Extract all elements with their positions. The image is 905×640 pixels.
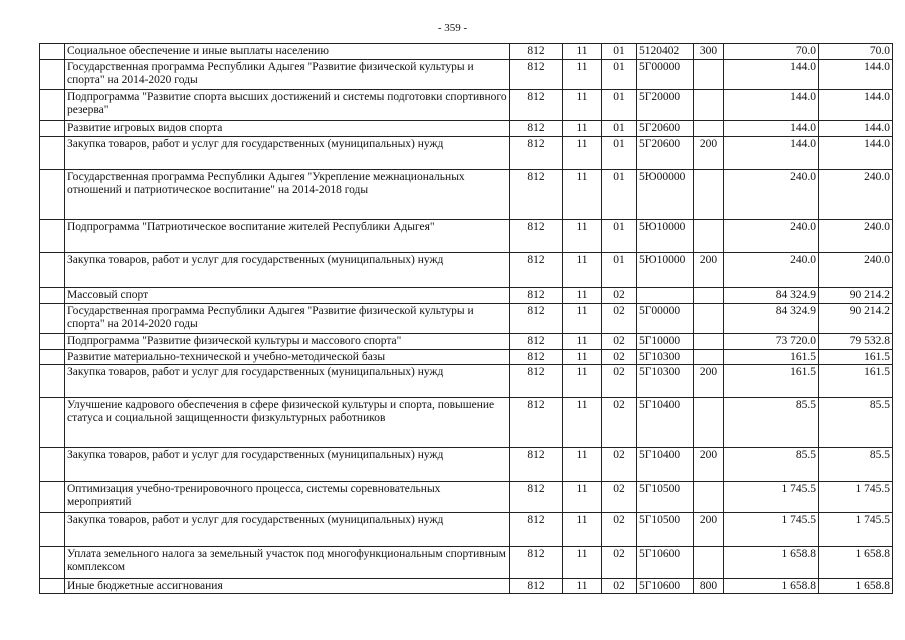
row-vr: 200 bbox=[694, 513, 724, 547]
table-row bbox=[40, 253, 893, 288]
table-row bbox=[40, 350, 893, 365]
row-vr bbox=[694, 121, 724, 137]
row-vr bbox=[694, 482, 724, 513]
row-rz: 11 bbox=[563, 334, 602, 350]
row-sum-2: 144.0 bbox=[819, 137, 893, 170]
table-row bbox=[40, 90, 893, 121]
row-pr: 01 bbox=[602, 60, 637, 90]
row-rz: 11 bbox=[563, 288, 602, 304]
row-vr bbox=[694, 220, 724, 253]
table-row bbox=[40, 365, 893, 398]
row-blank-cell bbox=[40, 350, 65, 365]
row-blank-cell bbox=[40, 44, 65, 60]
row-pr: 02 bbox=[602, 365, 637, 398]
row-name: Закупка товаров, работ и услуг для государственных (муниципальных) нужд bbox=[65, 253, 510, 288]
row-sum-1: 1 658.8 bbox=[724, 579, 819, 594]
row-csr: 5Г00000 bbox=[637, 304, 694, 334]
budget-table-body bbox=[40, 44, 893, 594]
row-vr bbox=[694, 170, 724, 220]
row-name: Закупка товаров, работ и услуг для государственных (муниципальных) нужд bbox=[65, 513, 510, 547]
row-name: Иные бюджетные ассигнования bbox=[65, 579, 510, 594]
row-vr: 200 bbox=[694, 448, 724, 482]
row-ved: 812 bbox=[510, 448, 563, 482]
row-sum-2: 79 532.8 bbox=[819, 334, 893, 350]
table-row bbox=[40, 137, 893, 170]
row-ved: 812 bbox=[510, 304, 563, 334]
row-sum-2: 240.0 bbox=[819, 253, 893, 288]
row-sum-1: 144.0 bbox=[724, 60, 819, 90]
table-row bbox=[40, 334, 893, 350]
row-sum-1: 70.0 bbox=[724, 44, 819, 60]
row-pr: 02 bbox=[602, 334, 637, 350]
row-blank-cell bbox=[40, 579, 65, 594]
table-row bbox=[40, 513, 893, 547]
row-sum-1: 240.0 bbox=[724, 220, 819, 253]
row-rz: 11 bbox=[563, 137, 602, 170]
row-csr: 5Г20600 bbox=[637, 121, 694, 137]
row-name: Государственная программа Республики Адыгея "Развитие физической культуры и спорта" на 2014-2020 годы bbox=[65, 60, 510, 90]
row-sum-1: 144.0 bbox=[724, 121, 819, 137]
row-blank-cell bbox=[40, 547, 65, 579]
row-ved: 812 bbox=[510, 350, 563, 365]
row-csr: 5Г10000 bbox=[637, 334, 694, 350]
row-csr: 5Г10300 bbox=[637, 350, 694, 365]
row-csr: 5Г10400 bbox=[637, 448, 694, 482]
row-sum-1: 240.0 bbox=[724, 170, 819, 220]
row-csr bbox=[637, 288, 694, 304]
row-pr: 02 bbox=[602, 547, 637, 579]
row-blank-cell bbox=[40, 220, 65, 253]
row-blank-cell bbox=[40, 170, 65, 220]
row-rz: 11 bbox=[563, 90, 602, 121]
row-blank-cell bbox=[40, 513, 65, 547]
row-rz: 11 bbox=[563, 579, 602, 594]
row-ved: 812 bbox=[510, 288, 563, 304]
row-pr: 02 bbox=[602, 513, 637, 547]
row-sum-1: 1 658.8 bbox=[724, 547, 819, 579]
row-name: Социальное обеспечение и иные выплаты населению bbox=[65, 44, 510, 60]
row-ved: 812 bbox=[510, 513, 563, 547]
table-row bbox=[40, 288, 893, 304]
row-ved: 812 bbox=[510, 60, 563, 90]
row-pr: 01 bbox=[602, 170, 637, 220]
row-csr: 5Ю10000 bbox=[637, 220, 694, 253]
row-pr: 02 bbox=[602, 350, 637, 365]
row-blank-cell bbox=[40, 334, 65, 350]
row-vr bbox=[694, 90, 724, 121]
row-blank-cell bbox=[40, 253, 65, 288]
row-blank-cell bbox=[40, 398, 65, 448]
row-vr bbox=[694, 334, 724, 350]
row-sum-1: 85.5 bbox=[724, 398, 819, 448]
row-name: Закупка товаров, работ и услуг для государственных (муниципальных) нужд bbox=[65, 365, 510, 398]
row-sum-1: 84 324.9 bbox=[724, 304, 819, 334]
row-sum-1: 240.0 bbox=[724, 253, 819, 288]
row-sum-2: 85.5 bbox=[819, 398, 893, 448]
row-name: Закупка товаров, работ и услуг для государственных (муниципальных) нужд bbox=[65, 448, 510, 482]
row-pr: 01 bbox=[602, 121, 637, 137]
row-rz: 11 bbox=[563, 547, 602, 579]
row-csr: 5Г10500 bbox=[637, 513, 694, 547]
row-sum-2: 144.0 bbox=[819, 121, 893, 137]
row-ved: 812 bbox=[510, 365, 563, 398]
row-csr: 5Г10500 bbox=[637, 482, 694, 513]
table-row bbox=[40, 60, 893, 90]
row-name: Улучшение кадрового обеспечения в сфере физической культуры и спорта, повышение статуса и социальной защищенности физкультурных работников bbox=[65, 398, 510, 448]
row-sum-2: 144.0 bbox=[819, 60, 893, 90]
row-sum-1: 144.0 bbox=[724, 137, 819, 170]
row-csr: 5Г00000 bbox=[637, 60, 694, 90]
row-vr: 300 bbox=[694, 44, 724, 60]
row-blank-cell bbox=[40, 482, 65, 513]
table-row bbox=[40, 304, 893, 334]
row-vr: 200 bbox=[694, 137, 724, 170]
row-sum-2: 1 658.8 bbox=[819, 579, 893, 594]
row-sum-2: 90 214.2 bbox=[819, 304, 893, 334]
table-row bbox=[40, 448, 893, 482]
table-row bbox=[40, 170, 893, 220]
row-sum-1: 84 324.9 bbox=[724, 288, 819, 304]
row-blank-cell bbox=[40, 121, 65, 137]
row-rz: 11 bbox=[563, 220, 602, 253]
row-ved: 812 bbox=[510, 334, 563, 350]
table-row bbox=[40, 220, 893, 253]
row-pr: 02 bbox=[602, 398, 637, 448]
row-ved: 812 bbox=[510, 482, 563, 513]
row-sum-2: 85.5 bbox=[819, 448, 893, 482]
row-csr: 5Г20000 bbox=[637, 90, 694, 121]
row-rz: 11 bbox=[563, 60, 602, 90]
row-sum-1: 161.5 bbox=[724, 350, 819, 365]
row-rz: 11 bbox=[563, 350, 602, 365]
row-vr bbox=[694, 547, 724, 579]
row-csr: 5Г10600 bbox=[637, 579, 694, 594]
row-vr bbox=[694, 60, 724, 90]
table-row bbox=[40, 121, 893, 137]
row-csr: 5Г10300 bbox=[637, 365, 694, 398]
row-vr bbox=[694, 304, 724, 334]
row-pr: 01 bbox=[602, 90, 637, 121]
row-sum-1: 161.5 bbox=[724, 365, 819, 398]
row-ved: 812 bbox=[510, 579, 563, 594]
row-sum-2: 90 214.2 bbox=[819, 288, 893, 304]
row-sum-2: 161.5 bbox=[819, 365, 893, 398]
row-rz: 11 bbox=[563, 482, 602, 513]
row-sum-1: 85.5 bbox=[724, 448, 819, 482]
row-sum-2: 1 745.5 bbox=[819, 482, 893, 513]
row-sum-2: 144.0 bbox=[819, 90, 893, 121]
row-ved: 812 bbox=[510, 170, 563, 220]
row-csr: 5Г10400 bbox=[637, 398, 694, 448]
row-blank-cell bbox=[40, 448, 65, 482]
row-pr: 02 bbox=[602, 579, 637, 594]
row-vr: 800 bbox=[694, 579, 724, 594]
row-blank-cell bbox=[40, 304, 65, 334]
row-rz: 11 bbox=[563, 170, 602, 220]
row-pr: 02 bbox=[602, 482, 637, 513]
row-sum-2: 161.5 bbox=[819, 350, 893, 365]
table-row bbox=[40, 547, 893, 579]
table-row bbox=[40, 579, 893, 594]
row-pr: 02 bbox=[602, 304, 637, 334]
row-name: Оптимизация учебно-тренировочного процесса, системы соревновательных мероприятий bbox=[65, 482, 510, 513]
row-vr bbox=[694, 398, 724, 448]
row-name: Закупка товаров, работ и услуг для государственных (муниципальных) нужд bbox=[65, 137, 510, 170]
row-rz: 11 bbox=[563, 253, 602, 288]
row-vr: 200 bbox=[694, 365, 724, 398]
row-sum-2: 1 745.5 bbox=[819, 513, 893, 547]
row-csr: 5Ю10000 bbox=[637, 253, 694, 288]
row-csr: 5120402 bbox=[637, 44, 694, 60]
row-sum-2: 240.0 bbox=[819, 220, 893, 253]
row-pr: 02 bbox=[602, 448, 637, 482]
row-name: Развитие игровых видов спорта bbox=[65, 121, 510, 137]
row-blank-cell bbox=[40, 60, 65, 90]
row-rz: 11 bbox=[563, 121, 602, 137]
row-name: Государственная программа Республики Адыгея "Укрепление межнациональных отношений и патриотическое воспитание" на 2014-2018 годы bbox=[65, 170, 510, 220]
row-sum-2: 70.0 bbox=[819, 44, 893, 60]
row-name: Подпрограмма "Развитие физической культуры и массового спорта" bbox=[65, 334, 510, 350]
row-sum-1: 1 745.5 bbox=[724, 513, 819, 547]
row-name: Уплата земельного налога за земельный участок под многофункциональным спортивным комплексом bbox=[65, 547, 510, 579]
row-rz: 11 bbox=[563, 304, 602, 334]
row-pr: 01 bbox=[602, 220, 637, 253]
row-name: Подпрограмма "Развитие спорта высших достижений и системы подготовки спортивного резерва" bbox=[65, 90, 510, 121]
row-ved: 812 bbox=[510, 44, 563, 60]
table-row bbox=[40, 44, 893, 60]
row-sum-1: 1 745.5 bbox=[724, 482, 819, 513]
row-blank-cell bbox=[40, 288, 65, 304]
row-csr: 5Г10600 bbox=[637, 547, 694, 579]
row-rz: 11 bbox=[563, 398, 602, 448]
row-vr bbox=[694, 288, 724, 304]
budget-table bbox=[39, 43, 893, 594]
row-ved: 812 bbox=[510, 137, 563, 170]
row-rz: 11 bbox=[563, 513, 602, 547]
row-pr: 01 bbox=[602, 137, 637, 170]
row-blank-cell bbox=[40, 90, 65, 121]
row-ved: 812 bbox=[510, 121, 563, 137]
row-name: Развитие материально-технической и учебно-методической базы bbox=[65, 350, 510, 365]
row-sum-2: 1 658.8 bbox=[819, 547, 893, 579]
row-csr: 5Г20600 bbox=[637, 137, 694, 170]
row-pr: 02 bbox=[602, 288, 637, 304]
row-rz: 11 bbox=[563, 44, 602, 60]
row-ved: 812 bbox=[510, 90, 563, 121]
page-number: - 359 - bbox=[437, 22, 468, 34]
row-sum-1: 73 720.0 bbox=[724, 334, 819, 350]
row-vr: 200 bbox=[694, 253, 724, 288]
row-ved: 812 bbox=[510, 547, 563, 579]
row-sum-1: 144.0 bbox=[724, 90, 819, 121]
row-rz: 11 bbox=[563, 365, 602, 398]
row-blank-cell bbox=[40, 137, 65, 170]
row-rz: 11 bbox=[563, 448, 602, 482]
row-pr: 01 bbox=[602, 44, 637, 60]
row-ved: 812 bbox=[510, 398, 563, 448]
row-ved: 812 bbox=[510, 253, 563, 288]
row-ved: 812 bbox=[510, 220, 563, 253]
row-blank-cell bbox=[40, 365, 65, 398]
table-row bbox=[40, 398, 893, 448]
table-row bbox=[40, 482, 893, 513]
row-pr: 01 bbox=[602, 253, 637, 288]
row-vr bbox=[694, 350, 724, 365]
row-name: Подпрограмма "Патриотическое воспитание жителей Республики Адыгея" bbox=[65, 220, 510, 253]
row-csr: 5Ю00000 bbox=[637, 170, 694, 220]
row-name: Государственная программа Республики Адыгея "Развитие физической культуры и спорта" на 2014-2020 годы bbox=[65, 304, 510, 334]
row-name: Массовый спорт bbox=[65, 288, 510, 304]
row-sum-2: 240.0 bbox=[819, 170, 893, 220]
